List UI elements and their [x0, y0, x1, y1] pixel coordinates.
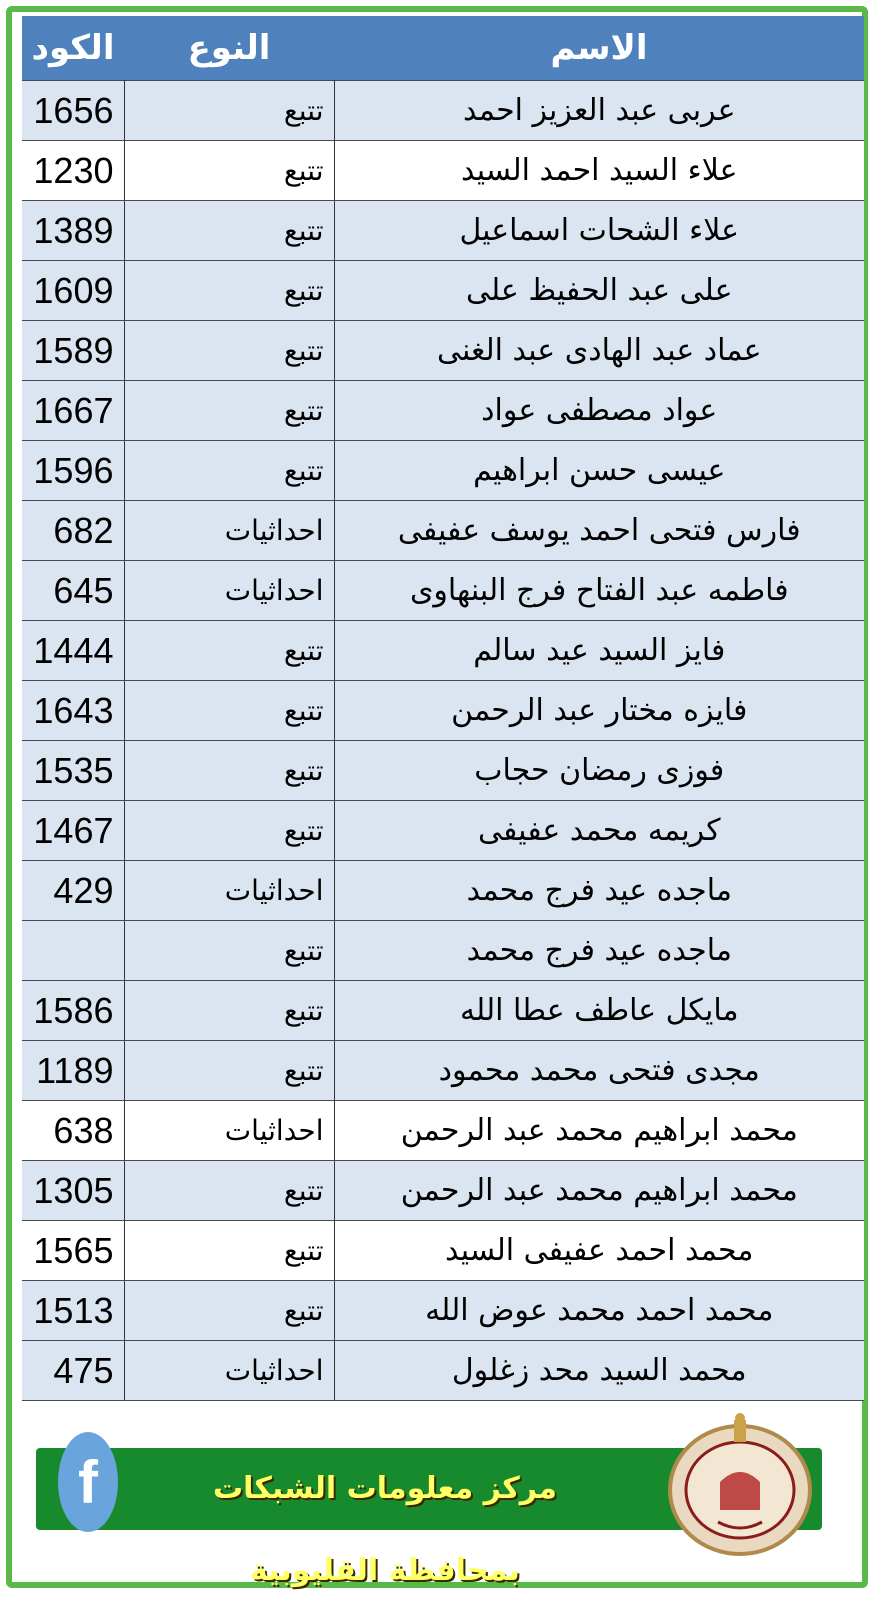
- code-cell: 1586: [22, 981, 124, 1041]
- name-cell: فوزى رمضان حجاب: [334, 741, 864, 801]
- code-cell: 1389: [22, 201, 124, 261]
- table-row: [22, 201, 864, 261]
- name-cell: علاء السيد احمد السيد: [334, 141, 864, 201]
- type-cell: تتبع: [124, 441, 334, 501]
- name-cell: مايكل عاطف عطا الله: [334, 981, 864, 1041]
- code-cell: 1535: [22, 741, 124, 801]
- type-cell: تتبع: [124, 981, 334, 1041]
- name-cell: عربى عبد العزيز احمد: [334, 81, 864, 141]
- code-cell: 1444: [22, 621, 124, 681]
- name-cell: فارس فتحى احمد يوسف عفيفى: [334, 501, 864, 561]
- type-cell: تتبع: [124, 801, 334, 861]
- code-cell: 1596: [22, 441, 124, 501]
- name-cell: محمد احمد محمد عوض الله: [334, 1281, 864, 1341]
- table-row: [22, 861, 864, 921]
- type-cell: تتبع: [124, 741, 334, 801]
- code-cell: 1643: [22, 681, 124, 741]
- code-cell: 1667: [22, 381, 124, 441]
- table-row: [22, 801, 864, 861]
- name-cell: علاء الشحات اسماعيل: [334, 201, 864, 261]
- name-cell: ماجده عيد فرج محمد: [334, 861, 864, 921]
- header-type: النوع: [124, 16, 334, 81]
- code-cell: 475: [22, 1341, 124, 1401]
- name-cell: فاطمه عبد الفتاح فرج البنهاوى: [334, 561, 864, 621]
- table-row: [22, 561, 864, 621]
- table-row: [22, 81, 864, 141]
- code-cell: 1609: [22, 261, 124, 321]
- type-cell: احداثيات: [124, 1341, 334, 1401]
- type-cell: تتبع: [124, 921, 334, 981]
- table-row: [22, 1341, 864, 1401]
- table-row: [22, 261, 864, 321]
- table-row: [22, 381, 864, 441]
- name-cell: محمد ابراهيم محمد عبد الرحمن: [334, 1101, 864, 1161]
- type-cell: تتبع: [124, 261, 334, 321]
- code-cell: 682: [22, 501, 124, 561]
- code-cell: 429: [22, 861, 124, 921]
- table-row: [22, 1101, 864, 1161]
- code-cell: 1189: [22, 1041, 124, 1101]
- type-cell: تتبع: [124, 381, 334, 441]
- name-cell: فايز السيد عيد سالم: [334, 621, 864, 681]
- table-row: [22, 1161, 864, 1221]
- type-cell: احداثيات: [124, 861, 334, 921]
- code-cell: 1513: [22, 1281, 124, 1341]
- table-row: [22, 921, 864, 981]
- type-cell: تتبع: [124, 1161, 334, 1221]
- name-cell: عواد مصطفى عواد: [334, 381, 864, 441]
- name-cell: كريمه محمد عفيفى: [334, 801, 864, 861]
- type-cell: تتبع: [124, 321, 334, 381]
- table-row: [22, 501, 864, 561]
- table-row: [22, 981, 864, 1041]
- table-row: [22, 441, 864, 501]
- code-cell: 1589: [22, 321, 124, 381]
- table-row: [22, 621, 864, 681]
- code-cell: 1467: [22, 801, 124, 861]
- type-cell: تتبع: [124, 621, 334, 681]
- header-name: الاسم: [334, 16, 864, 81]
- code-cell: 645: [22, 561, 124, 621]
- name-cell: مجدى فتحى محمد محمود: [334, 1041, 864, 1101]
- type-cell: تتبع: [124, 1281, 334, 1341]
- table-row: [22, 1221, 864, 1281]
- type-cell: احداثيات: [124, 1101, 334, 1161]
- type-cell: تتبع: [124, 201, 334, 261]
- code-cell: 1230: [22, 141, 124, 201]
- code-cell: 1656: [22, 81, 124, 141]
- name-cell: عيسى حسن ابراهيم: [334, 441, 864, 501]
- type-cell: تتبع: [124, 681, 334, 741]
- table-row: [22, 741, 864, 801]
- table-row: [22, 141, 864, 201]
- type-cell: تتبع: [124, 81, 334, 141]
- table-row: [22, 1041, 864, 1101]
- type-cell: احداثيات: [124, 561, 334, 621]
- type-cell: تتبع: [124, 141, 334, 201]
- header-code: الكود: [22, 16, 124, 81]
- name-cell: محمد ابراهيم محمد عبد الرحمن: [334, 1161, 864, 1221]
- table-header-row: [22, 16, 864, 81]
- facebook-icon[interactable]: f: [58, 1432, 118, 1532]
- name-cell: ماجده عيد فرج محمد: [334, 921, 864, 981]
- name-cell: محمد السيد محد زغلول: [334, 1341, 864, 1401]
- code-cell: 1565: [22, 1221, 124, 1281]
- name-cell: على عبد الحفيظ على: [334, 261, 864, 321]
- table-row: [22, 321, 864, 381]
- footer-title: مركز معلومات الشبكات بمحافظة القليوبية: [213, 1471, 557, 1588]
- table-row: [22, 681, 864, 741]
- code-cell: 1305: [22, 1161, 124, 1221]
- table-row: [22, 1281, 864, 1341]
- type-cell: احداثيات: [124, 501, 334, 561]
- name-cell: فايزه مختار عبد الرحمن: [334, 681, 864, 741]
- code-cell: [22, 921, 124, 981]
- type-cell: تتبع: [124, 1221, 334, 1281]
- name-cell: عماد عبد الهادى عبد الغنى: [334, 321, 864, 381]
- code-cell: 638: [22, 1101, 124, 1161]
- names-table: [22, 16, 864, 1401]
- governorate-seal-icon: [660, 1410, 820, 1560]
- name-cell: محمد احمد عفيفى السيد: [334, 1221, 864, 1281]
- names-table-container: [22, 16, 864, 1401]
- type-cell: تتبع: [124, 1041, 334, 1101]
